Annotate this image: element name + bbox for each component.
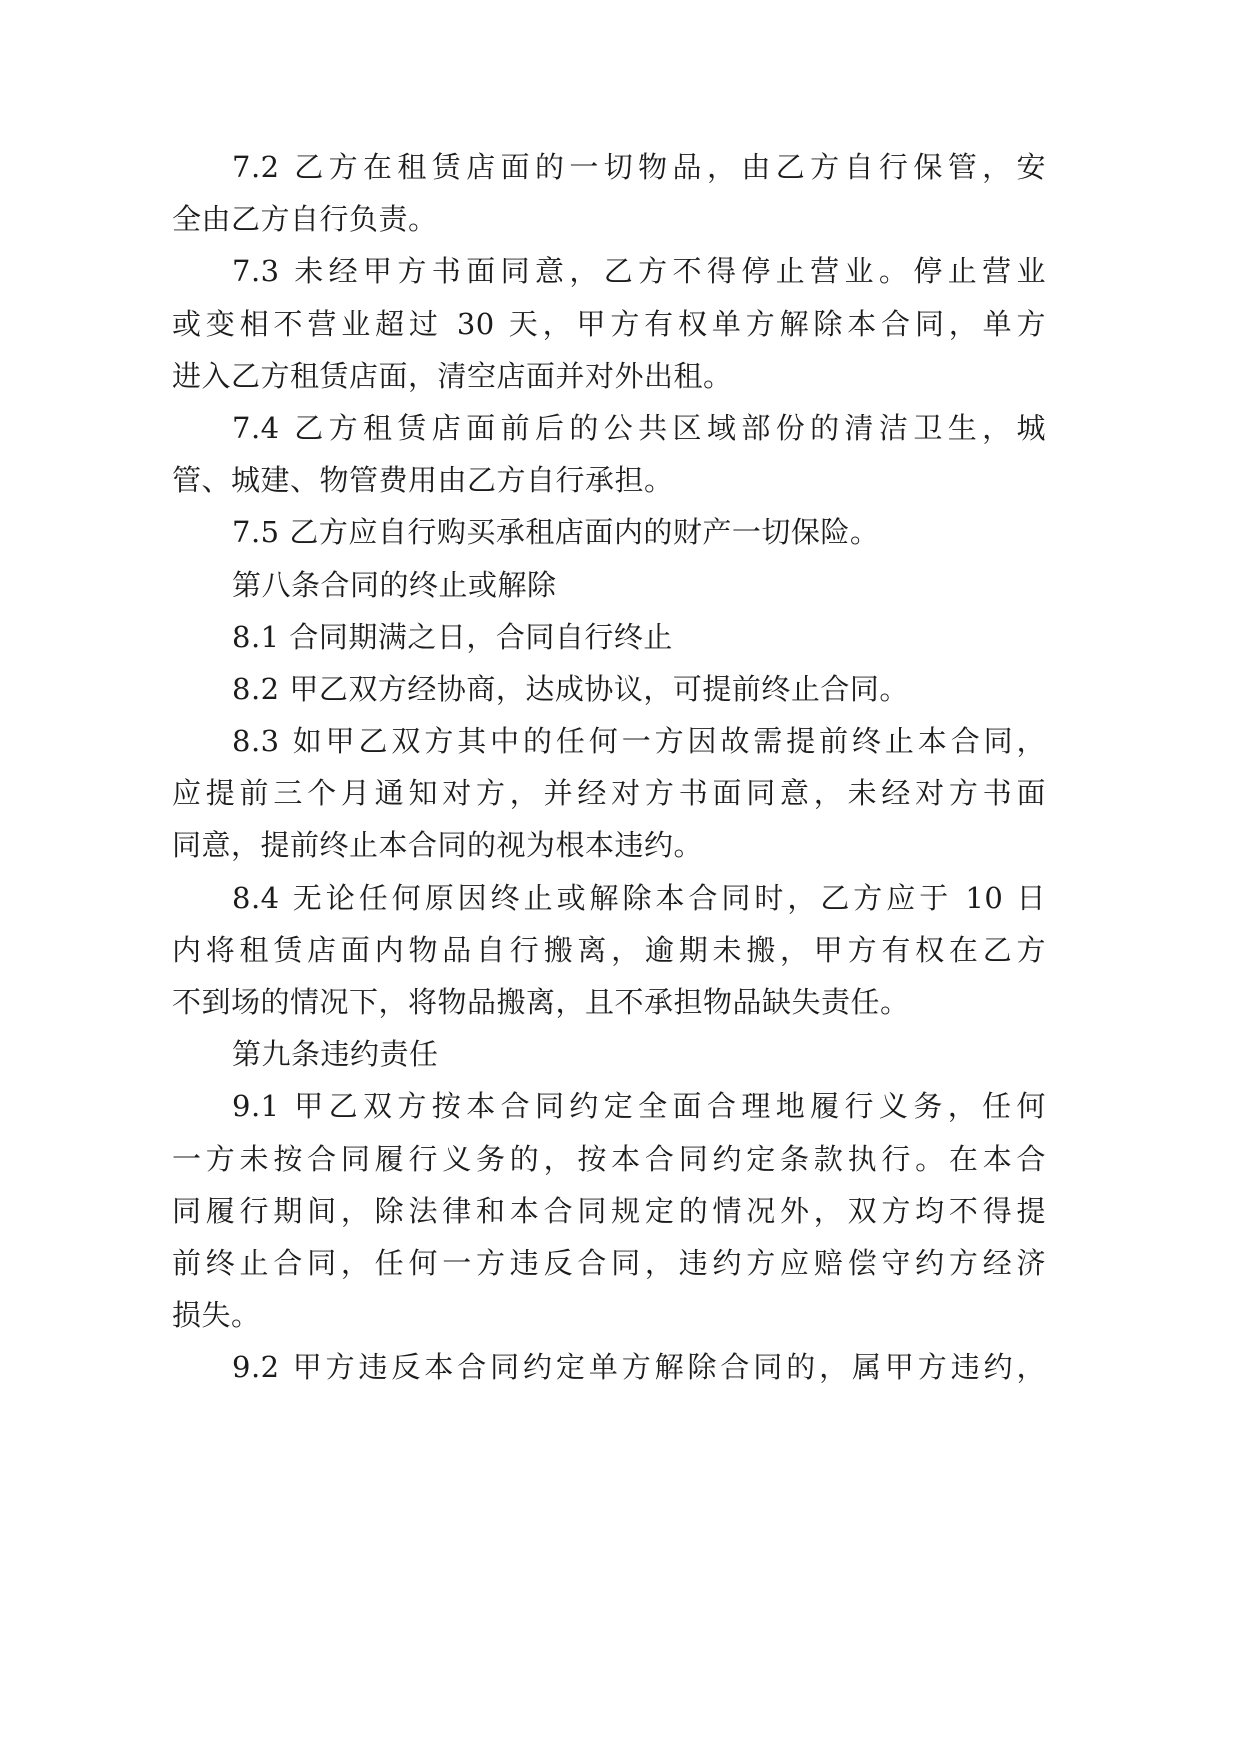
- text-line: 同意，提前终止本合同的视为根本违约。: [172, 828, 704, 863]
- section-heading: 第九条违约责任: [232, 1037, 439, 1072]
- text-line: 7.5 乙方应自行购买承租店面内的财产一切保险。: [232, 515, 880, 550]
- clause-9-2: [172, 1341, 1046, 1393]
- text-line: 进入乙方租赁店面，清空店面并对外出租。: [172, 358, 733, 393]
- text-line: 不到场的情况下，将物品搬离，且不承担物品缺失责任。: [172, 985, 910, 1019]
- text-line: 8.1 合同期满之日，合同自行终止: [232, 619, 673, 654]
- clause-7-3: [172, 245, 1046, 402]
- clause-9-1: [172, 1080, 1046, 1341]
- text-line: 7.4 乙方租赁店面前后的公共区域部份的清洁卫生，城: [232, 410, 1046, 445]
- clause-7-4: [172, 402, 1046, 506]
- text-line: 8.4 无论任何原因终止或解除本合同时，乙方应于 10 日: [232, 880, 1046, 915]
- text-line: 应提前三个月通知对方，并经对方书面同意，未经对方书面: [172, 776, 1046, 811]
- clause-8-2: [172, 663, 1046, 715]
- text-line: 全由乙方自行负责。: [172, 202, 438, 237]
- clause-8-1: [172, 611, 1046, 663]
- text-line: 一方未按合同履行义务的，按本合同约定条款执行。在本合: [172, 1141, 1046, 1176]
- text-line: 9.1 甲乙双方按本合同约定全面合理地履行义务，任何: [232, 1089, 1046, 1124]
- text-line: 或变相不营业超过 30 天，甲方有权单方解除本合同，单方: [172, 306, 1046, 341]
- text-line: 前终止合同，任何一方违反合同，违约方应赔偿守约方经济: [172, 1245, 1046, 1280]
- text-line: 管、城建、物管费用由乙方自行承担。: [172, 463, 674, 498]
- section-heading: 第八条合同的终止或解除: [232, 567, 557, 602]
- section-heading-8: [172, 559, 1046, 611]
- text-line: 7.2 乙方在租赁店面的一切物品，由乙方自行保管，安: [232, 150, 1046, 184]
- document-body: [172, 141, 1046, 1394]
- text-line: 8.2 甲乙双方经协商，达成协议，可提前终止合同。: [232, 671, 909, 706]
- clause-8-4: [172, 872, 1046, 1029]
- text-line: 同履行期间，除法律和本合同规定的情况外，双方均不得提: [172, 1193, 1046, 1228]
- text-line: 8.3 如甲乙双方其中的任何一方因故需提前终止本合同，: [232, 724, 1046, 759]
- text-line: 内将租赁店面内物品自行搬离，逾期未搬，甲方有权在乙方: [172, 932, 1046, 967]
- text-line: 7.3 未经甲方书面同意，乙方不得停止营业。停止营业: [232, 254, 1046, 289]
- clause-7-2: [172, 141, 1046, 245]
- text-line: 损失。: [172, 1298, 261, 1333]
- text-line: 9.2 甲方违反本合同约定单方解除合同的，属甲方违约，: [232, 1350, 1046, 1385]
- clause-7-5: [172, 506, 1046, 558]
- clause-8-3: [172, 715, 1046, 872]
- section-heading-9: [172, 1028, 1046, 1080]
